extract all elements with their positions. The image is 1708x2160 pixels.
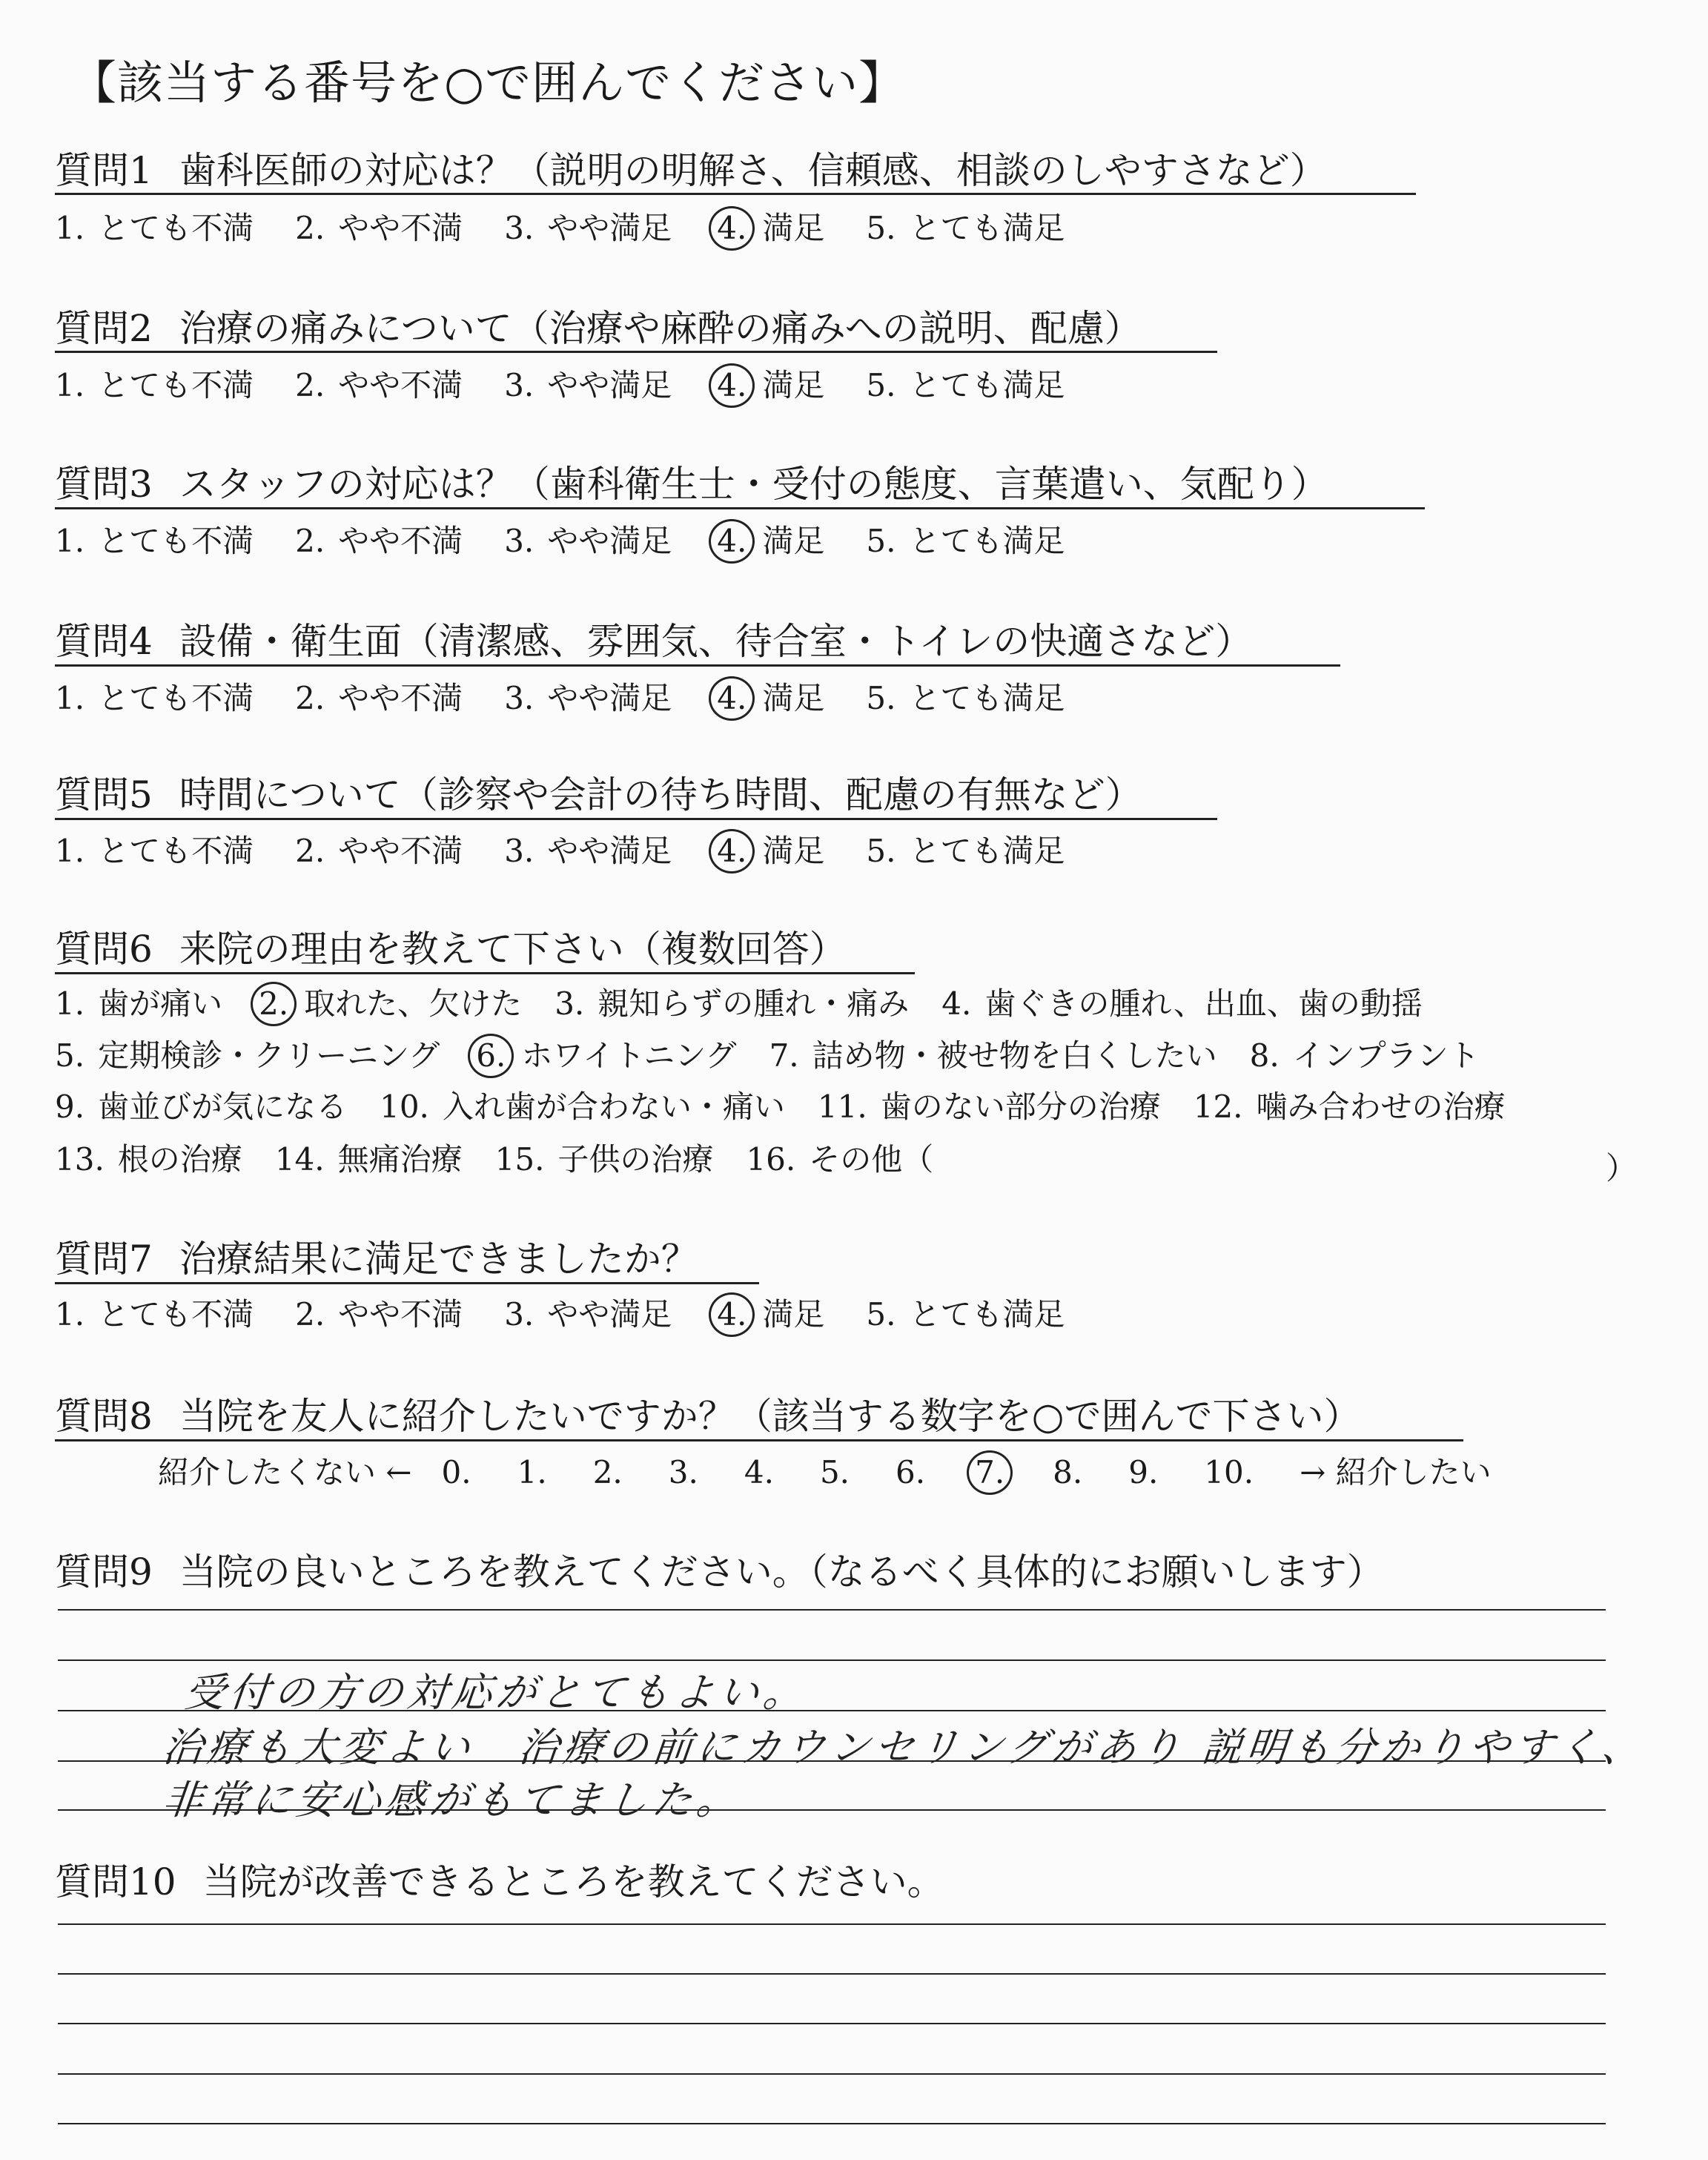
- question-text: スタッフの対応は？（歯科衛生士・受付の態度、言葉遣い、気配り）: [179, 463, 1328, 506]
- option-label: 根の治療: [117, 1141, 242, 1178]
- option[interactable]: [941, 985, 1423, 1022]
- question-underline: [55, 972, 915, 974]
- option[interactable]: [55, 210, 254, 246]
- option-number: 2.: [295, 680, 325, 716]
- rating-options-q3: [55, 523, 1106, 559]
- option[interactable]: [55, 1091, 347, 1123]
- option-number: 5.: [866, 833, 896, 869]
- option-label: その他（: [809, 1141, 934, 1178]
- option-label: とても不満: [98, 523, 254, 559]
- option-number: 1.: [55, 833, 85, 869]
- option-number: 14.: [274, 1141, 325, 1178]
- option-label: とても満足: [909, 833, 1065, 869]
- question-text: 当院の良いところを教えてください。（なるべく具体的にお願いします）: [179, 1550, 1384, 1593]
- option-number: 1.: [55, 210, 85, 246]
- question-text: 歯科医師の対応は？（説明の明解さ、信頼感、相談のしやすさなど）: [179, 149, 1327, 192]
- option[interactable]: [592, 1454, 636, 1490]
- question-number: 質問2: [55, 307, 153, 350]
- option[interactable]: [866, 523, 1065, 559]
- question-6: [55, 928, 847, 971]
- option-number: 5.: [866, 210, 896, 246]
- option-label: インプラント: [1292, 1037, 1480, 1074]
- answer-line: [58, 1973, 1606, 1975]
- circled-option-number: 6.: [468, 1034, 514, 1078]
- reason-row: [55, 1091, 1538, 1123]
- option[interactable]: [55, 985, 223, 1022]
- question-9: [55, 1550, 1384, 1593]
- option-number: 5.: [55, 1037, 85, 1074]
- question-1: [55, 149, 1327, 192]
- answer-line: [58, 2073, 1606, 2075]
- question-2: [55, 307, 1142, 350]
- option-number: 16.: [746, 1141, 796, 1178]
- option-number: 4.: [744, 1454, 774, 1490]
- option-label: 詰め物・被せ物を白くしたい: [812, 1037, 1217, 1074]
- option[interactable]: [866, 680, 1065, 716]
- answer-line: [58, 2123, 1606, 2124]
- option[interactable]: [1194, 1091, 1506, 1123]
- option[interactable]: [866, 833, 1065, 869]
- circled-option-number: 4.: [709, 363, 755, 408]
- rating-options-q2: [55, 367, 1106, 403]
- option-number: 0.: [441, 1454, 471, 1490]
- circled-option-number: 4.: [709, 829, 755, 873]
- rating-options-q1: [55, 210, 1106, 246]
- question-underline: [55, 507, 1425, 509]
- question-text: 当院を友人に紹介したいですか？（該当する数字を○で囲んで下さい）: [179, 1395, 1361, 1438]
- option-number: 2.: [295, 210, 325, 246]
- option-number: 3.: [504, 523, 534, 559]
- rating-options-q5: [55, 833, 1106, 869]
- option-number: 8.: [1249, 1037, 1280, 1074]
- scale-high-label: → 紹介したい: [1300, 1454, 1492, 1490]
- selected-option[interactable]: [713, 680, 825, 716]
- option-label: やや不満: [338, 680, 463, 716]
- option-label: 歯のない部分の治療: [880, 1089, 1161, 1125]
- option-number: 3.: [555, 985, 585, 1022]
- question-underline: [55, 1439, 1463, 1441]
- page-title: 【該当する番号を○で囲んでください】: [70, 56, 906, 110]
- question-number: 質問8: [55, 1395, 153, 1438]
- option-number: 5.: [819, 1454, 850, 1490]
- option-number: 7.: [769, 1037, 799, 1074]
- option-number: 10.: [380, 1089, 429, 1125]
- option-number: 1.: [55, 680, 85, 716]
- selected-option[interactable]: [713, 523, 825, 559]
- option-label: 取れた、欠けた: [304, 985, 523, 1022]
- option-label: やや不満: [338, 367, 463, 403]
- option[interactable]: [494, 1141, 714, 1178]
- option-label: 子供の治療: [557, 1141, 714, 1178]
- circled-option-number: 7.: [967, 1450, 1013, 1495]
- question-underline: [55, 1282, 759, 1284]
- option-number: 3.: [668, 1454, 698, 1490]
- circled-option-number: 4.: [709, 519, 755, 564]
- option-number: 1.: [517, 1454, 547, 1490]
- option[interactable]: [55, 1037, 440, 1074]
- question-text: 治療結果に満足できましたか？: [179, 1238, 698, 1281]
- option-label: 歯並びが気になる: [98, 1089, 348, 1125]
- option-label: とても満足: [909, 1296, 1065, 1332]
- selected-option[interactable]: [255, 985, 523, 1022]
- other-close-paren: ）: [1606, 1150, 1638, 1186]
- option-label: 歯ぐきの腫れ、出血、歯の動揺: [984, 985, 1423, 1022]
- question-4: [55, 620, 1253, 663]
- question-7: [55, 1238, 698, 1281]
- option[interactable]: [896, 1454, 939, 1490]
- option[interactable]: [295, 833, 463, 869]
- option[interactable]: [866, 367, 1065, 403]
- option[interactable]: [295, 680, 463, 716]
- option-label: やや満足: [547, 210, 672, 246]
- option[interactable]: [55, 1141, 242, 1178]
- option[interactable]: [295, 1296, 463, 1332]
- option-number: 3.: [504, 210, 534, 246]
- answer-line: [58, 1609, 1606, 1611]
- option-number: 12.: [1193, 1089, 1243, 1125]
- option-label: とても不満: [98, 210, 254, 246]
- handwritten-answer-line: 受付の方の対応がとてもよい。: [182, 1669, 810, 1716]
- option-number: 2.: [295, 833, 325, 869]
- recommend-scale: [158, 1454, 1492, 1490]
- question-number: 質問3: [55, 463, 153, 506]
- option-number: 1.: [55, 1296, 85, 1332]
- option-number: 2.: [295, 367, 325, 403]
- option[interactable]: [504, 680, 672, 716]
- option[interactable]: [746, 1141, 934, 1178]
- option-label: とても不満: [98, 680, 254, 716]
- option-label: やや不満: [338, 1296, 463, 1332]
- option-label: ホワイトニング: [521, 1037, 737, 1074]
- option-label: 親知らずの腫れ・痛み: [598, 985, 910, 1022]
- reason-row: [55, 1037, 1512, 1074]
- option-label: とても満足: [909, 523, 1065, 559]
- selected-option[interactable]: [713, 367, 825, 403]
- handwritten-answer-line: 治療も大変よい 治療の前にカウンセリングがあり 説明も分かりやすく、: [160, 1724, 1649, 1771]
- question-underline: [55, 193, 1416, 195]
- option[interactable]: [504, 523, 672, 559]
- option-label: やや不満: [338, 833, 463, 869]
- option[interactable]: [819, 1454, 863, 1490]
- option-label: 満足: [762, 210, 825, 246]
- option-label: 噛み合わせの治療: [1256, 1089, 1506, 1125]
- option-number: 10.: [1204, 1454, 1254, 1490]
- option-number: 1.: [55, 985, 85, 1022]
- question-underline: [55, 351, 1217, 353]
- option[interactable]: [441, 1454, 485, 1490]
- answer-line: [58, 1923, 1606, 1925]
- option-label: とても不満: [98, 1296, 254, 1332]
- option-label: やや不満: [338, 523, 463, 559]
- question-text: 治療の痛みについて（治療や麻酔の痛みへの説明、配慮）: [179, 307, 1142, 350]
- question-10: [55, 1860, 944, 1903]
- option-label: 歯が痛い: [98, 985, 223, 1022]
- option-number: 5.: [866, 680, 896, 716]
- question-number: 質問6: [55, 928, 153, 971]
- option[interactable]: [818, 1091, 1161, 1123]
- option[interactable]: [1053, 1454, 1096, 1490]
- question-5: [55, 773, 1142, 816]
- option-number: 15.: [494, 1141, 545, 1178]
- question-text: 来院の理由を教えて下さい（複数回答）: [179, 928, 847, 971]
- answer-line: [58, 2023, 1606, 2024]
- option-label: やや満足: [547, 523, 672, 559]
- option-number: 4.: [941, 985, 972, 1022]
- option-number: 3.: [504, 833, 534, 869]
- option[interactable]: [504, 210, 672, 246]
- option-label: とても不満: [98, 367, 254, 403]
- question-number: 質問10: [55, 1860, 176, 1903]
- option-label: 満足: [762, 523, 825, 559]
- option[interactable]: [55, 1296, 254, 1332]
- option[interactable]: [504, 367, 672, 403]
- option-number: 11.: [817, 1089, 867, 1125]
- circled-option-number: 4.: [709, 206, 755, 251]
- question-8: [55, 1395, 1361, 1438]
- option-label: やや満足: [547, 680, 672, 716]
- question-number: 質問5: [55, 773, 153, 816]
- option-label: やや不満: [338, 210, 463, 246]
- option[interactable]: [769, 1037, 1217, 1074]
- option-label: 満足: [762, 367, 825, 403]
- option[interactable]: [1128, 1454, 1171, 1490]
- option[interactable]: [55, 523, 254, 559]
- question-underline: [55, 818, 1217, 820]
- option[interactable]: [274, 1141, 463, 1178]
- option[interactable]: [866, 210, 1065, 246]
- rating-options-q4: [55, 680, 1106, 716]
- option-number: 3.: [504, 680, 534, 716]
- scale-low-label: 紹介したくない ←: [158, 1454, 412, 1490]
- selected-option[interactable]: [713, 833, 825, 869]
- option-number: 9.: [1128, 1454, 1159, 1490]
- option-number: 8.: [1053, 1454, 1083, 1490]
- question-underline: [55, 664, 1340, 667]
- option-label: 入れ歯が合わない・痛い: [442, 1089, 785, 1125]
- option-number: 13.: [55, 1141, 105, 1178]
- option[interactable]: [517, 1454, 560, 1490]
- question-text: 当院が改善できるところを教えてください。: [202, 1860, 944, 1903]
- question-text: 設備・衛生面（清潔感、雰囲気、待合室・トイレの快適さなど）: [179, 620, 1253, 663]
- option-number: 5.: [866, 367, 896, 403]
- option-number: 9.: [55, 1089, 85, 1125]
- option-label: とても満足: [909, 210, 1065, 246]
- option-number: 2.: [592, 1454, 623, 1490]
- option-number: 1.: [55, 367, 85, 403]
- option[interactable]: [1204, 1454, 1267, 1490]
- option-label: 定期検診・クリーニング: [98, 1037, 440, 1074]
- option[interactable]: [668, 1454, 712, 1490]
- option-number: 5.: [866, 1296, 896, 1332]
- option[interactable]: [295, 367, 463, 403]
- selected-option[interactable]: [713, 210, 825, 246]
- option-label: 無痛治療: [337, 1141, 463, 1178]
- reason-row: [55, 1141, 966, 1178]
- option-number: 2.: [295, 523, 325, 559]
- selected-option[interactable]: [472, 1037, 737, 1074]
- option[interactable]: [866, 1296, 1065, 1332]
- option-label: 満足: [762, 680, 825, 716]
- option-number: 3.: [504, 367, 534, 403]
- option-label: とても満足: [909, 680, 1065, 716]
- option[interactable]: [504, 1296, 672, 1332]
- question-number: 質問1: [55, 149, 153, 192]
- option-label: 満足: [762, 1296, 825, 1332]
- option[interactable]: [744, 1454, 787, 1490]
- option[interactable]: [380, 1091, 785, 1123]
- selected-option[interactable]: [971, 1454, 1020, 1490]
- option[interactable]: [555, 985, 910, 1022]
- question-number: 質問4: [55, 620, 153, 663]
- option-number: 6.: [896, 1454, 926, 1490]
- option-number: 3.: [504, 1296, 534, 1332]
- question-3: [55, 463, 1328, 506]
- option-number: 2.: [295, 1296, 325, 1332]
- option-label: やや満足: [547, 367, 672, 403]
- circled-option-number: 4.: [709, 676, 755, 721]
- selected-option[interactable]: [713, 1296, 825, 1332]
- handwritten-answer-line: 非常に安心感がもてました。: [160, 1777, 744, 1823]
- option[interactable]: [55, 833, 254, 869]
- question-number: 質問9: [55, 1550, 153, 1593]
- option[interactable]: [55, 680, 254, 716]
- option[interactable]: [1249, 1037, 1480, 1074]
- option[interactable]: [295, 523, 463, 559]
- question-number: 質問7: [55, 1238, 153, 1281]
- option-label: とても満足: [909, 367, 1065, 403]
- reason-row: [55, 985, 1455, 1022]
- rating-options-q7: [55, 1296, 1106, 1332]
- option-number: 5.: [866, 523, 896, 559]
- option-label: とても不満: [98, 833, 254, 869]
- question-text: 時間について（診察や会計の待ち時間、配慮の有無など）: [179, 773, 1142, 816]
- option-label: やや満足: [547, 1296, 672, 1332]
- option[interactable]: [55, 367, 254, 403]
- circled-option-number: 2.: [251, 982, 297, 1026]
- option-number: 1.: [55, 523, 85, 559]
- option-label: やや満足: [547, 833, 672, 869]
- option-label: 満足: [762, 833, 825, 869]
- option[interactable]: [504, 833, 672, 869]
- circled-option-number: 4.: [709, 1292, 755, 1337]
- option[interactable]: [295, 210, 463, 246]
